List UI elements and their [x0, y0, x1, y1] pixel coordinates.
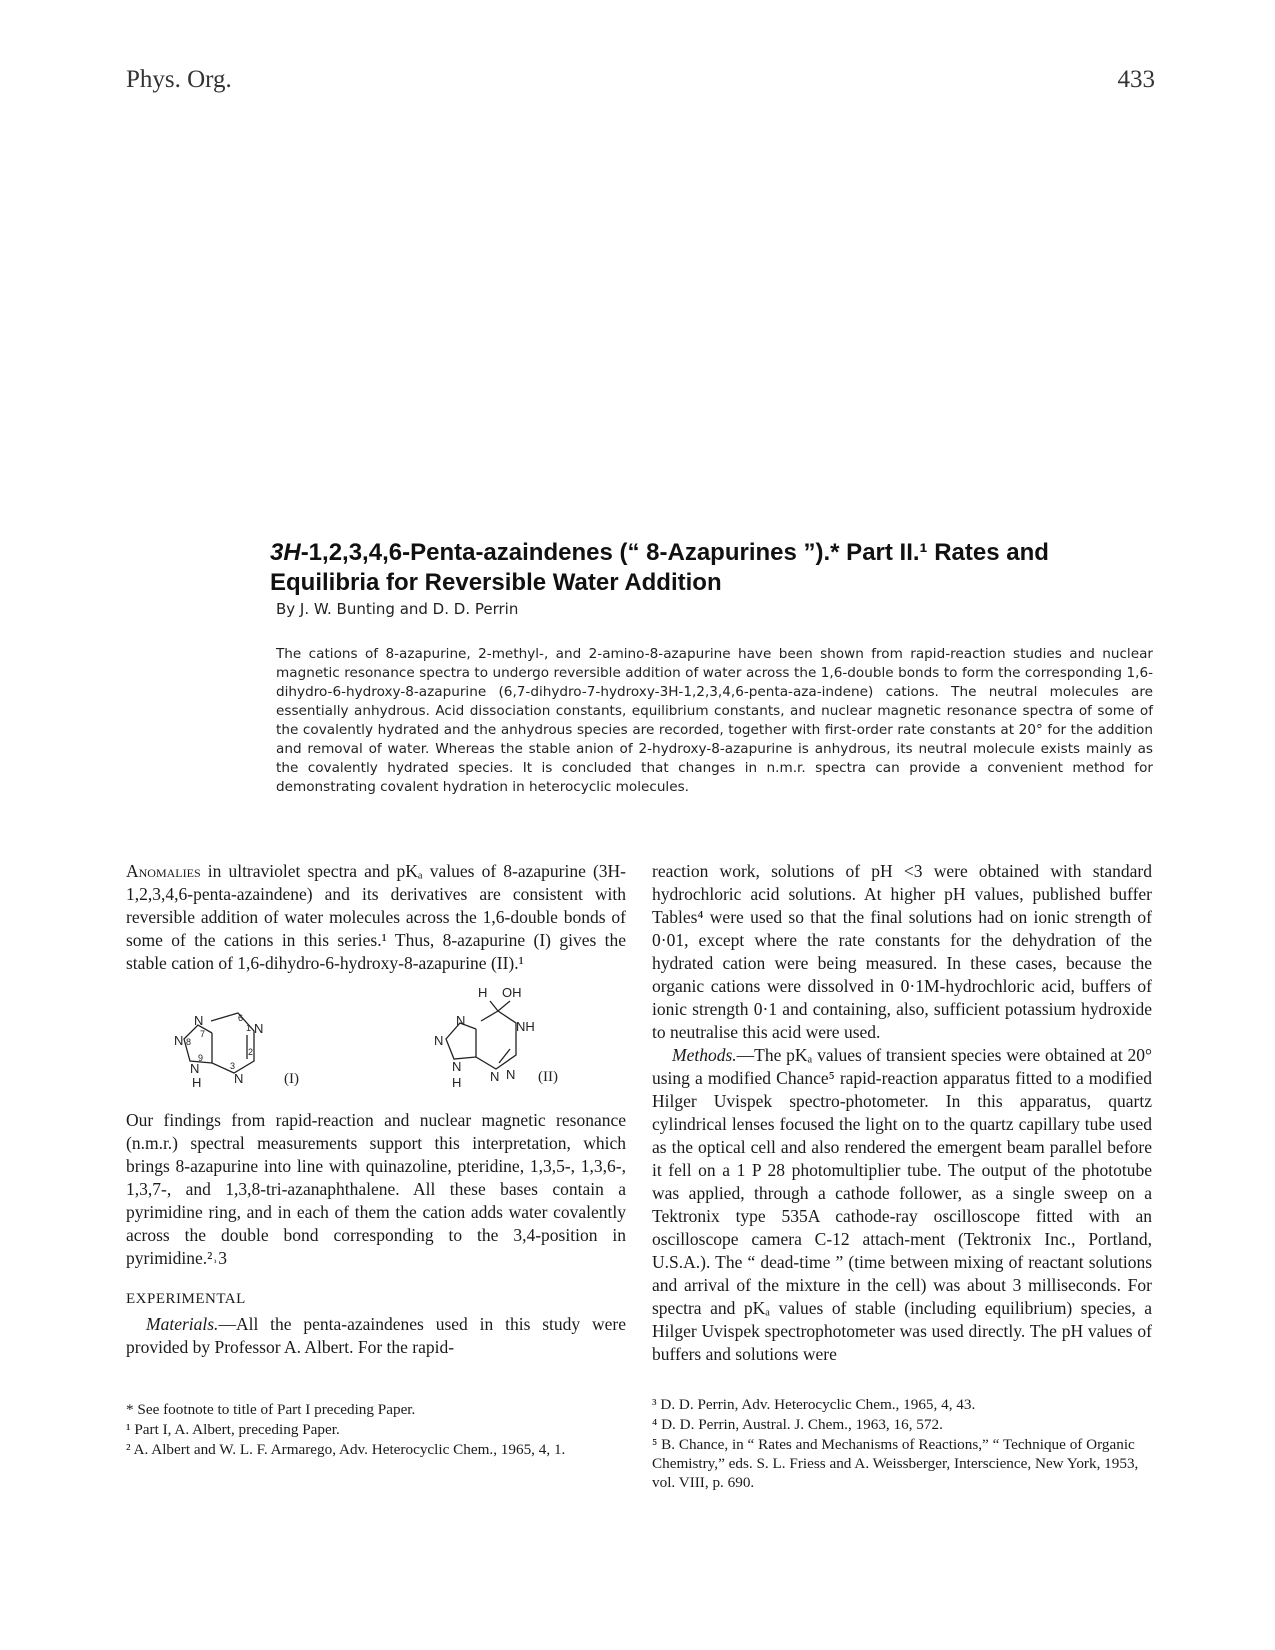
- label-II: (II): [538, 1069, 558, 1085]
- intro-lead-word: Anomalies: [126, 861, 201, 881]
- bond-oh-II: [498, 1001, 510, 1011]
- atom-n1-I: N: [254, 1021, 264, 1036]
- atom-n3-I: N: [234, 1071, 244, 1086]
- footnote-5: ⁵ B. Chance, in “ Rates and Mechanisms of Reactions,” “ Technique of Organic Chemistry,” eds. S. L. Friess and A. Weissberger, Interscience, New York, 1953, vol. VIII, p. 690.: [652, 1436, 1139, 1491]
- findings-paragraph: Our findings from rapid-reaction and nuclear magnetic resonance (n.m.r.) spectral measurements support this interpretation, which brings 8-azapurine into line with quinazoline, pteridine, 1,3,5-, 1,3,6-, 1,3,7-, and 1,3,8-tri-azanaphthalene. All these bases contain a pyrimidine ring, and in each of them the cation adds water covalently across the double bond corresponding to the 3,4-position in pyrimidine.²˒3: [126, 1110, 626, 1268]
- num-7-I: 7: [200, 1029, 206, 1039]
- methods-lead: Methods.: [672, 1045, 737, 1065]
- ring-II-bonds: [476, 1011, 516, 1069]
- intro-text: in ultraviolet spectra and pKₐ values of 8-azapurine (3H-1,2,3,4,6-penta-azaindene) and its derivatives are consistent with reversible addition of water molecules across the 1,6-double bonds of some of the cations in this series.¹ Thus, 8-azapurine (I) gives the stable cation of 1,6-dihydro-6-hydroxy-8-azapurine (II).¹: [126, 861, 626, 973]
- page-number: 433: [1117, 66, 1155, 93]
- left-column: [126, 860, 626, 1359]
- num-6-I: 6: [238, 1013, 244, 1023]
- structure-II-atoms: [434, 985, 558, 1090]
- num-1-I: 1: [246, 1023, 252, 1033]
- article-authors: By J. W. Bunting and D. D. Perrin: [276, 600, 519, 618]
- atom-n7-I: N: [194, 1013, 204, 1028]
- atom-h9-II: H: [452, 1075, 462, 1090]
- materials-text: —All the penta-azaindenes used in this study were provided by Professor A. Albert. For the rapid-: [126, 1314, 626, 1357]
- footnote-2: ² A. Albert and W. L. F. Armarego, Adv. Heterocyclic Chem., 1965, 4, 1.: [126, 1441, 566, 1458]
- atom-n8-II: N: [434, 1033, 444, 1048]
- title-main: -1,2,3,4,6-Penta-azaindenes (“ 8-Azapurines ”).* Part II.¹ Rates and Equilibria for Reversible Water Addition: [270, 539, 1049, 596]
- rapid-reaction-paragraph: reaction work, solutions of pH <3 were obtained with standard hydrochloric acid solutions. At higher pH values, published buffer Tables⁴ were used so that the final solutions had on ionic strength of 0·01, except where the rate constants for the dehydration of the hydrated cation were being measured. In these cases, because the organic cations were dissolved in 0·1M-hydrochloric acid, buffers of ionic strength 0·1 and containing, also, sufficient potassium hydroxide to neutralise this acid were used.: [652, 861, 1152, 1042]
- atom-ring-n-II: N: [506, 1067, 516, 1082]
- num-8-I: 8: [186, 1037, 192, 1047]
- running-head-journal: Phys. Org.: [126, 66, 232, 93]
- methods-paragraph: [652, 1044, 1152, 1366]
- footnotes-left: [126, 1400, 626, 1460]
- article-title: [270, 538, 1150, 598]
- materials-lead: Materials.: [146, 1314, 219, 1334]
- structures-figure: [126, 983, 626, 1103]
- bond-h-II: [490, 1001, 498, 1011]
- structure-I-atoms: [174, 1013, 299, 1090]
- abstract: The cations of 8-azapurine, 2-methyl-, and 2-amino-8-azapurine have been shown from rapid-reaction studies and nuclear magnetic resonance spectra to undergo reversible addition of water across the 1,6-double bonds to form the corresponding 1,6-dihydro-6-hydroxy-8-azapurine (6,7-dihydro-7-hydroxy-3H-1,2,3,4,6-penta-aza-indene) cations. The neutral molecules are essentially anhydrous. Acid dissociation constants, equilibrium constants, and nuclear magnetic resonance spectra of some of the covalently hydrated and the anhydrous species are recorded, together with first-order rate constants at 20° for the addition and removal of water. Whereas the stable anion of 2-hydroxy-8-azapurine is anhydrous, its neutral molecule exists mainly as the covalently hydrated species. It is concluded that changes in n.m.r. spectra can provide a convenient method for demonstrating covalent hydration in heterocyclic molecules.: [276, 646, 1153, 795]
- label-I: (I): [284, 1071, 299, 1087]
- intro-paragraph: [126, 860, 626, 975]
- footnote-star: * See footnote to title of Part I preceding Paper.: [126, 1401, 416, 1418]
- atom-n8-I: N: [174, 1033, 184, 1048]
- num-2-I: 2: [248, 1047, 254, 1057]
- atom-n3-II: N: [490, 1069, 500, 1084]
- atom-nh-II: NH: [516, 1019, 535, 1034]
- atom-n9-I: N: [190, 1061, 200, 1076]
- ring-II-triazole: [446, 1023, 476, 1059]
- num-3-I: 3: [230, 1061, 236, 1071]
- section-heading-experimental: EXPERIMENTAL: [126, 1291, 246, 1307]
- chemical-structures: [126, 983, 626, 1103]
- footnote-3: ³ D. D. Perrin, Adv. Heterocyclic Chem., 1965, 4, 43.: [652, 1396, 976, 1413]
- right-column: [652, 860, 1152, 1366]
- atom-n7-II: N: [456, 1013, 466, 1028]
- methods-text: —The pKₐ values of transient species were obtained at 20° using a modified Chance⁵ rapid-reaction apparatus fitted to a modified Hilger Uvispek spectro-photometer. In this apparatus, quartz cylindrical lenses focused the light on to the quartz capillary tube used as the optical cell and also rendered the emergent beam parallel before it fell on a 1 P 28 photomultiplier tube. The output of the phototube was applied, through a cathode follower, as a single sweep on a Tektronix type 535A cathode-ray oscilloscope fitted with an oscilloscope camera C-12 attach-ment (Tektronix Inc., Portland, U.S.A.). The “ dead-time ” (time between mixing of reactant solutions and arrival of the mixture in the cell) was about 3 milliseconds. For spectra and pKₐ values of stable (including equilibrium) species, a Hilger Uvispek spectrophotometer was used directly. The pH values of buffers and solutions were: [652, 1045, 1152, 1364]
- num-9-I: 9: [198, 1053, 204, 1063]
- footnote-1: ¹ Part I, A. Albert, preceding Paper.: [126, 1421, 340, 1438]
- materials-paragraph: [126, 1313, 626, 1359]
- atom-oh-II: OH: [502, 985, 522, 1000]
- footnotes-right: [652, 1395, 1152, 1493]
- atom-n9-II: N: [452, 1059, 462, 1074]
- atom-h-I: H: [192, 1075, 202, 1090]
- atom-h-II: H: [478, 985, 488, 1000]
- title-italic-prefix: 3H: [270, 539, 301, 566]
- footnote-4: ⁴ D. D. Perrin, Austral. J. Chem., 1963, 16, 572.: [652, 1416, 943, 1433]
